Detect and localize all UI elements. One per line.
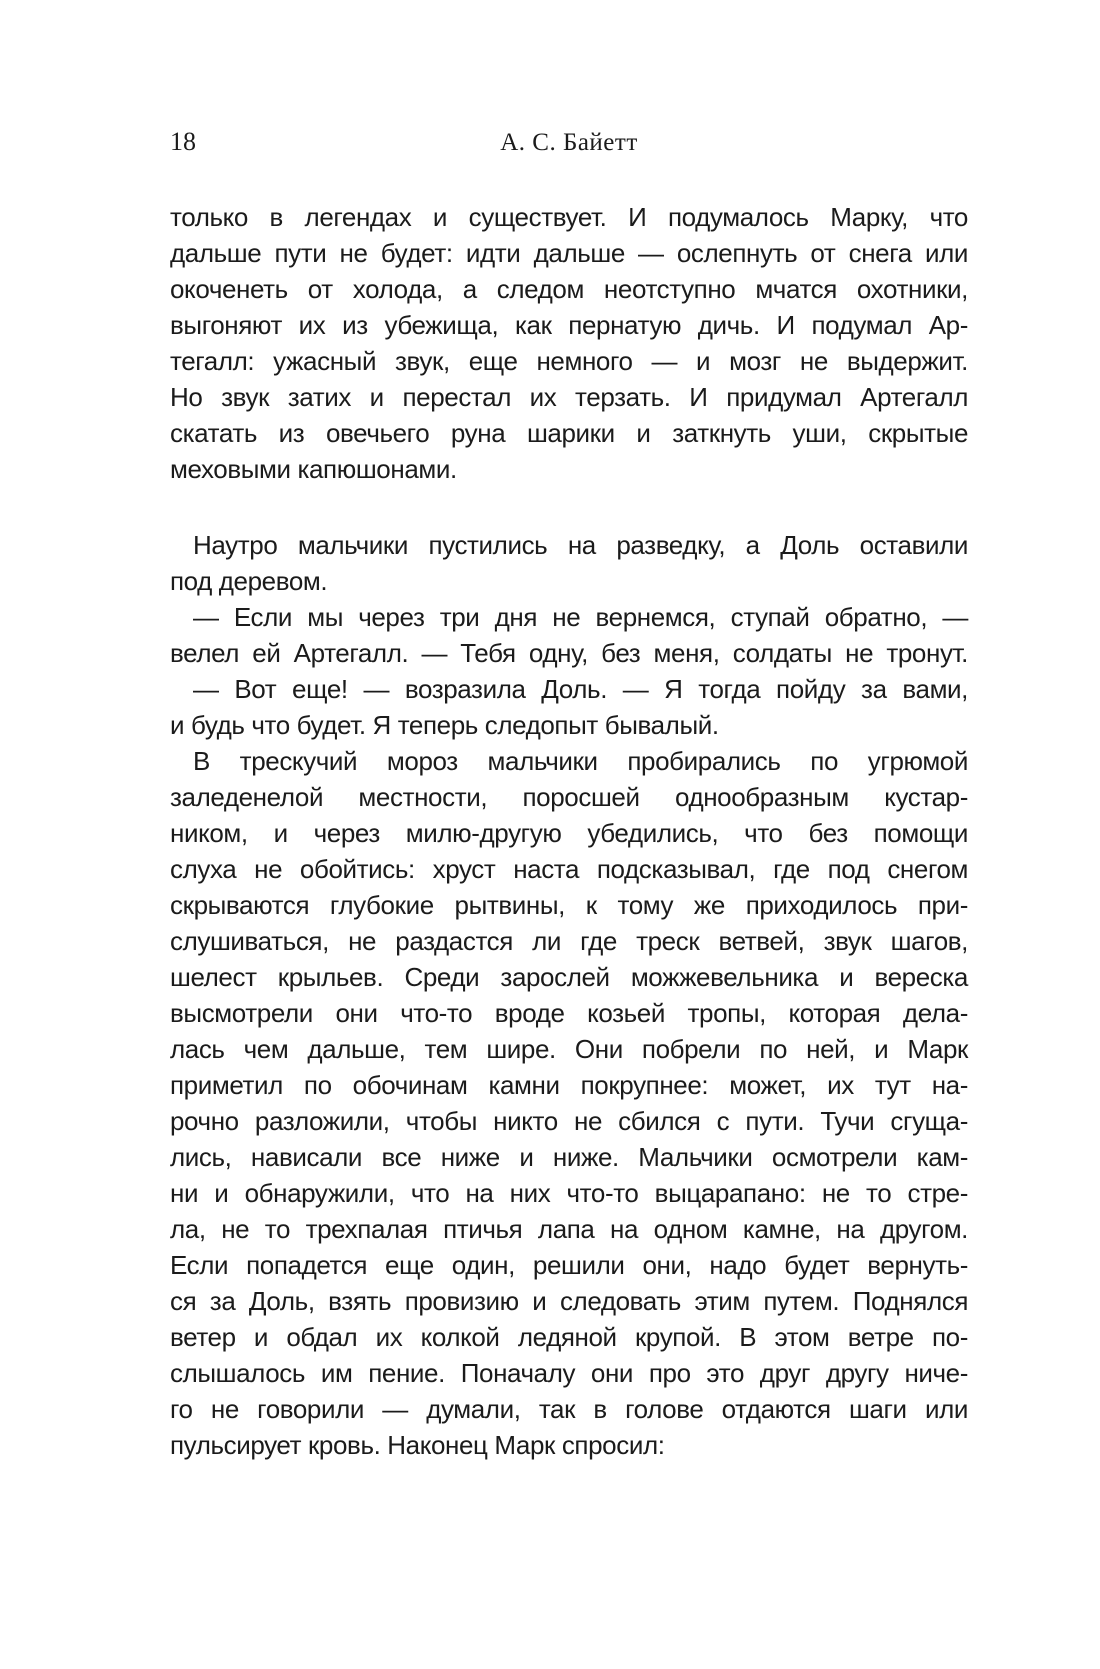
text-line: ни и обнаружили, что на них что-то выцарапано: не то стре-: [170, 1178, 968, 1208]
text-line: велел ей Артегалл. — Тебя одну, без меня, солдаты не тронут.: [170, 638, 968, 668]
text-line: под деревом.: [170, 566, 328, 596]
text-line: тегалл: ужасный звук, еще немного — и мозг не выдержит.: [170, 346, 968, 376]
text-line: высмотрели они что-то вроде козьей тропы, которая дела-: [170, 998, 968, 1028]
text-line: слуха не обойтись: хруст наста подсказывал, где под снегом: [170, 854, 968, 884]
text-line: — Если мы через три дня не вернемся, ступай обратно, —: [193, 602, 968, 632]
text-line: скрываются глубокие рытвины, к тому же приходилось при-: [170, 890, 968, 920]
text-line: Наутро мальчики пустились на разведку, а Доль оставили: [193, 530, 968, 560]
text-body: [170, 199, 968, 1463]
text-line: ником, и через милю-другую убедились, что без помощи: [170, 818, 968, 848]
text-line: слышалось им пение. Поначалу они про это друг другу ниче-: [170, 1358, 968, 1388]
text-line: В трескучий мороз мальчики пробирались по угрюмой: [193, 746, 968, 776]
text-line: ла, не то трехпалая птичья лапа на одном камне, на другом.: [170, 1214, 968, 1244]
text-line: ся за Доль, взять провизию и следовать этим путем. Поднялся: [170, 1286, 968, 1316]
paragraph: [170, 599, 968, 671]
text-line: шелест крыльев. Среди зарослей можжевельника и вереска: [170, 962, 968, 992]
paragraph: [170, 527, 968, 599]
text-line: меховыми капюшонами.: [170, 454, 457, 484]
text-line: слушиваться, не раздастся ли где треск ветвей, звук шагов,: [170, 926, 968, 956]
text-line: пульсирует кровь. Наконец Марк спросил:: [170, 1430, 665, 1460]
paragraph: [170, 199, 968, 487]
text-line: и будь что будет. Я теперь следопыт бывалый.: [170, 710, 719, 740]
text-line: лись, нависали все ниже и ниже. Мальчики осмотрели кам-: [170, 1142, 968, 1172]
text-line: рочно разложили, чтобы никто не сбился с пути. Тучи сгуща-: [170, 1106, 968, 1136]
text-line: — Вот еще! — возразила Доль. — Я тогда пойду за вами,: [193, 674, 968, 704]
paragraph: [170, 671, 968, 743]
page-number: 18: [170, 127, 196, 156]
text-line: лась чем дальше, тем шире. Они побрели по ней, и Марк: [170, 1034, 968, 1064]
text-line: дальше пути не будет: идти дальше — ослепнуть от снега или: [170, 238, 968, 268]
text-line: го не говорили — думали, так в голове отдаются шаги или: [170, 1394, 968, 1424]
text-line: заледенелой местности, поросшей однообразным кустар-: [170, 782, 968, 812]
text-line: ветер и обдал их колкой ледяной крупой. В этом ветре по-: [170, 1322, 968, 1352]
running-head-author: А. С. Байетт: [500, 129, 638, 156]
text-line: Если попадется еще один, решили они, надо будет вернуть-: [170, 1250, 968, 1280]
text-line: выгоняют их из убежища, как пернатую дичь. И подумал Ар-: [170, 310, 968, 340]
text-line: скатать из овечьего руна шарики и заткнуть уши, скрытые: [170, 418, 968, 448]
text-line: Но звук затих и перестал их терзать. И придумал Артегалл: [170, 382, 968, 412]
text-line: приметил по обочинам камни покрупнее: может, их тут на-: [170, 1070, 968, 1100]
text-line: окоченеть от холода, а следом неотступно мчатся охотники,: [170, 274, 968, 304]
text-line: только в легендах и существует. И подумалось Марку, что: [170, 202, 968, 232]
page-header: [170, 128, 968, 158]
paragraph: [170, 743, 968, 1463]
